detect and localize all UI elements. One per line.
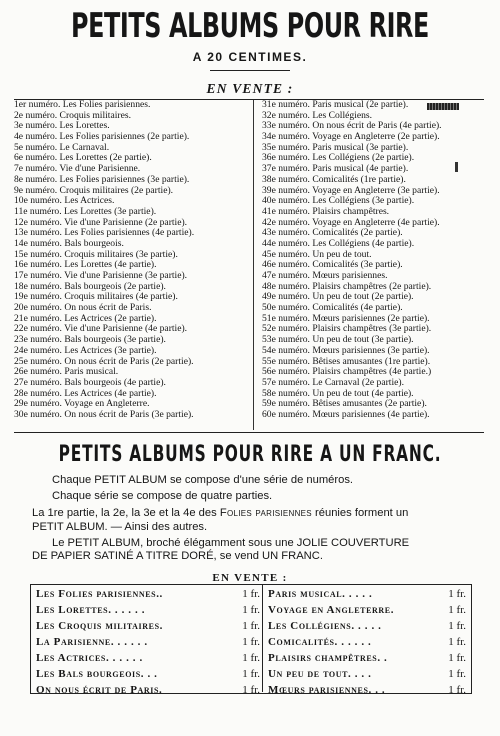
list-item: 52e numéro. Plaisirs champêtres (3e partie). <box>262 323 432 335</box>
list-item: 25e numéro. On nous écrit de Paris (2e partie). <box>14 355 194 367</box>
list-item: 49e numéro. Un peu de tout (2e partie). <box>262 291 414 303</box>
list-item: 28e numéro. Les Actrices (4e partie). <box>14 387 157 399</box>
en-vente-heading: EN VENTE : <box>206 81 294 96</box>
section-rule <box>14 432 484 433</box>
list-item: 40e numéro. Les Collégiens (3e partie). <box>262 195 415 207</box>
album-name: Les Folies parisiennes.. <box>36 588 163 600</box>
list-item: 17e numéro. Vie d'une Parisienne (3e partie). <box>14 270 188 281</box>
price-row <box>36 586 260 602</box>
list-item: 42e numéro. Voyage en Angleterre (4e partie). <box>262 216 440 228</box>
album-price: 1 fr. <box>448 652 466 664</box>
album-name: On nous écrit de Paris. <box>36 684 163 696</box>
album-price: 1 fr. <box>448 636 466 648</box>
album-price: 1 fr. <box>448 620 466 632</box>
price-row <box>36 682 260 698</box>
list-item: 1er numéro. Les Folies parisiennes. <box>14 99 151 110</box>
list-item: 11e numéro. Les Lorettes (3e partie). <box>14 205 157 217</box>
list-item: 27e numéro. Bals bourgeois (4e partie). <box>14 376 166 388</box>
list-item: 23e numéro. Bals bourgeois (3e partie). <box>14 334 166 346</box>
price-table-divider <box>262 584 263 692</box>
list-item: 38e numéro. Comicalités (1re partie). <box>262 173 406 185</box>
list-item: 14e numéro. Bals bourgeois. <box>14 237 124 249</box>
album-name: Les Actrices. . . . . . <box>36 652 143 664</box>
album-price: 1 fr. <box>448 668 466 680</box>
para-3-series: Folies parisiennes <box>219 507 312 519</box>
list-item: 55e numéro. Bêtises amusantes (1re partie). <box>262 355 431 367</box>
para-5: Le PETIT ALBUM, broché élégamment sous une JOLIE COUVERTURE <box>52 537 410 549</box>
para-3 <box>32 507 408 520</box>
list-item: 10e numéro. Les Actrices. <box>14 195 115 207</box>
column-divider <box>253 100 254 430</box>
album-price: 1 fr. <box>242 636 260 648</box>
ink-smudge <box>427 103 459 110</box>
album-price: 1 fr. <box>242 620 260 632</box>
list-item: 24e numéro. Les Actrices (3e partie). <box>14 344 157 356</box>
price-row <box>268 586 466 602</box>
list-item: 16e numéro. Les Lorettes (4e partie). <box>14 259 157 271</box>
price-row <box>268 682 466 698</box>
page-title: PETITS ALBUMS POUR RIRE <box>71 6 429 46</box>
album-name: Les Croquis militaires. <box>36 620 163 632</box>
album-name: Les Lorettes. . . . . . <box>36 604 146 616</box>
ink-mark <box>455 162 458 172</box>
list-item: 20e numéro. On nous écrit de Paris. <box>14 302 152 314</box>
price-row <box>268 602 466 618</box>
album-name: La Parisienne. . . . . . <box>36 636 148 648</box>
album-price: 1 fr. <box>242 684 260 696</box>
list-item: 59e numéro. Bêtises amusantes (2e partie). <box>262 398 427 410</box>
list-item: 50e numéro. Comicalités (4e partie). <box>262 302 403 314</box>
list-item: 5e numéro. Le Carnaval. <box>14 141 110 153</box>
list-item: 2e numéro. Croquis militaires. <box>14 109 131 121</box>
list-item: 43e numéro. Comicalités (2e partie). <box>262 227 403 239</box>
price-row <box>268 634 466 650</box>
album-name: Les Bals bourgeois. . . <box>36 668 158 680</box>
list-item: 44e numéro. Les Collégiens (4e partie). <box>262 237 415 249</box>
album-price: 1 fr. <box>448 604 466 616</box>
list-item: 53e numéro. Un peu de tout (3e partie). <box>262 334 414 346</box>
album-price: 1 fr. <box>242 604 260 616</box>
list-item: 15e numéro. Croquis militaires (3e partie). <box>14 248 178 260</box>
para-1: Chaque PETIT ALBUM se compose d'une série de numéros. <box>52 474 354 486</box>
list-item: 60e numéro. Mœurs parisiennes (4e partie). <box>262 408 430 420</box>
price-table-right <box>268 586 466 698</box>
para-6: DE PAPIER SATINÉ A TITRE DORÉ, se vend UN FRANC. <box>32 550 323 562</box>
price-row <box>36 618 260 634</box>
price-table-left <box>36 586 260 698</box>
list-item: 41e numéro. Plaisirs champêtres. <box>262 205 390 217</box>
list-item: 9e numéro. Croquis militaires (2e partie). <box>14 184 174 196</box>
list-item: 57e numéro. Le Carnaval (2e partie). <box>262 376 404 388</box>
list-item: 39e numéro. Voyage en Angleterre (3e partie). <box>262 184 440 196</box>
section2-title: PETITS ALBUMS POUR RIRE A UN FRANC. <box>58 442 442 467</box>
price-row <box>268 650 466 666</box>
album-name: Mœurs parisiennes. . . <box>268 684 386 696</box>
album-price: 1 fr. <box>242 588 260 600</box>
list-item: 32e numéro. Les Collégiens. <box>262 109 373 121</box>
para-2: Chaque série se compose de quatre parties. <box>52 490 273 502</box>
para-4: PETIT ALBUM. — Ainsi des autres. <box>32 521 208 533</box>
list-item: 21e numéro. Les Actrices (2e partie). <box>14 312 157 324</box>
issue-list-left <box>14 100 194 421</box>
price-row <box>36 602 260 618</box>
price-row <box>36 634 260 650</box>
album-name: Les Collégiens. . . . . <box>268 620 382 632</box>
album-price: 1 fr. <box>242 668 260 680</box>
list-item: 54e numéro. Mœurs parisiennes (3e partie). <box>262 344 430 356</box>
para-3-start: La 1re partie, la 2e, la 3e et la 4e des <box>32 507 220 519</box>
list-item: 31e numéro. Paris musical (2e partie). <box>262 99 409 110</box>
list-item: 8e numéro. Les Folies parisiennes (3e partie). <box>14 173 190 185</box>
list-item: 29e numéro. Voyage en Angleterre. <box>14 398 150 410</box>
list-item: 56e numéro. Plaisirs champêtres (4e partie.) <box>262 366 432 378</box>
list-item: 37e numéro. Paris musical (4e partie). <box>262 163 409 175</box>
list-item: 19e numéro. Croquis militaires (4e partie). <box>14 291 178 303</box>
list-item: 3e numéro. Les Lorettes. <box>14 120 110 132</box>
issue-list-right <box>262 100 442 421</box>
album-price: 1 fr. <box>448 588 466 600</box>
list-item: 48e numéro. Plaisirs champêtres (2e partie). <box>262 280 432 292</box>
album-name: Paris musical. . . . . <box>268 588 373 600</box>
list-item: 26e numéro. Paris musical. <box>14 366 119 378</box>
list-item: 45e numéro. Un peu de tout. <box>262 248 372 260</box>
price-row <box>268 618 466 634</box>
album-price: 1 fr. <box>448 684 466 696</box>
album-name: Plaisirs champêtres. . <box>268 652 388 664</box>
list-item: 18e numéro. Bals bourgeois (2e partie). <box>14 280 166 292</box>
list-item: 46e numéro. Comicalités (3e partie). <box>262 259 403 271</box>
para-3-end: réunies forment un <box>311 507 409 519</box>
album-name: Voyage en Angleterre. <box>268 604 395 616</box>
price-row <box>36 650 260 666</box>
list-item: 36e numéro. Les Collégiens (2e partie). <box>262 152 415 164</box>
price-row <box>268 666 466 682</box>
list-item: 13e numéro. Les Folies parisiennes (4e partie). <box>14 227 195 239</box>
list-item: 33e numéro. On nous écrit de Paris (4e partie). <box>262 120 442 132</box>
list-item: 4e numéro. Les Folies parisiennes (2e partie). <box>14 131 190 143</box>
list-item: 51e numéro. Mœurs parisiennes (2e partie). <box>262 312 430 324</box>
en-vente-heading-2: EN VENTE : <box>212 572 288 584</box>
list-item: 35e numéro. Paris musical (3e partie). <box>262 141 409 153</box>
album-name: Comicalités. . . . . . <box>268 636 372 648</box>
list-item: 30e numéro. On nous écrit de Paris (3e partie). <box>14 408 194 420</box>
list-item: 34e numéro. Voyage en Angleterre (2e partie). <box>262 131 440 143</box>
list-item: 7e numéro. Vie d'une Parisienne. <box>14 163 141 175</box>
top-rule <box>210 70 290 71</box>
list-item: 12e numéro. Vie d'une Parisienne (2e partie). <box>14 216 188 228</box>
album-name: Un peu de tout. . . . <box>268 668 372 680</box>
list-item: 6e numéro. Les Lorettes (2e partie). <box>14 152 152 164</box>
list-item: 22e numéro. Vie d'une Parisienne (4e partie). <box>14 323 188 335</box>
album-price: 1 fr. <box>242 652 260 664</box>
list-item: 58e numéro. Un peu de tout (4e partie). <box>262 387 414 399</box>
price-subtitle: A 20 CENTIMES. <box>192 50 308 64</box>
list-item: 47e numéro. Mœurs parisiennes. <box>262 270 388 281</box>
price-row <box>36 666 260 682</box>
